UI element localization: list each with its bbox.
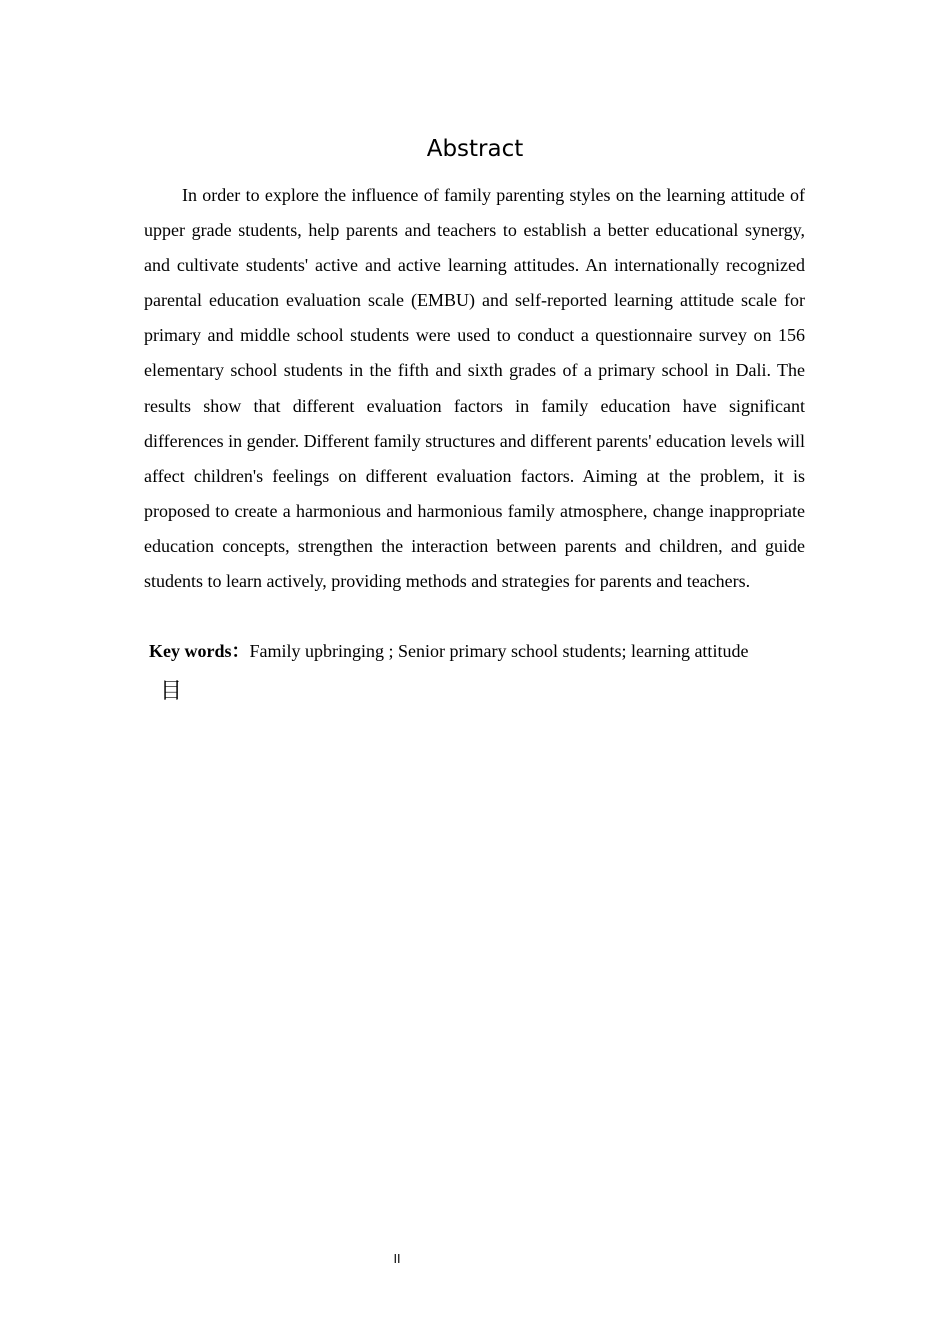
keywords-separator: ： [231, 641, 250, 661]
keywords-value: Family upbringing ; Senior primary school students; learning attitude [249, 641, 749, 661]
abstract-paragraph: In order to explore the influence of family parenting styles on the learning attitude of upper grade students, help parents and teachers to establish a better educational synergy, and cultivate students' active and active learning attitudes. An internationally recognized parental education evaluation scale (EMBU) and self-reported learning attitude scale for primary and middle school students were used to conduct a questionnaire survey on 156 elementary school students in the fifth and sixth grades of a primary school in Dali. The results show that different evaluation factors in family education have significant differences in gender. Different family structures and different parents' education levels will affect children's feelings on different evaluation factors. Aiming at the problem, it is proposed to create a harmonious and harmonious family atmosphere, change inappropriate education concepts, strengthen the interaction between parents and children, and guide students to learn actively, providing methods and strategies for parents and teachers. [144, 185, 806, 592]
keywords-label: Key words [149, 641, 232, 661]
keywords-line [149, 634, 849, 669]
page-number: II [393, 1252, 401, 1266]
abstract-title: Abstract [426, 136, 524, 162]
toc-heading-fragment: 目 [160, 679, 183, 704]
